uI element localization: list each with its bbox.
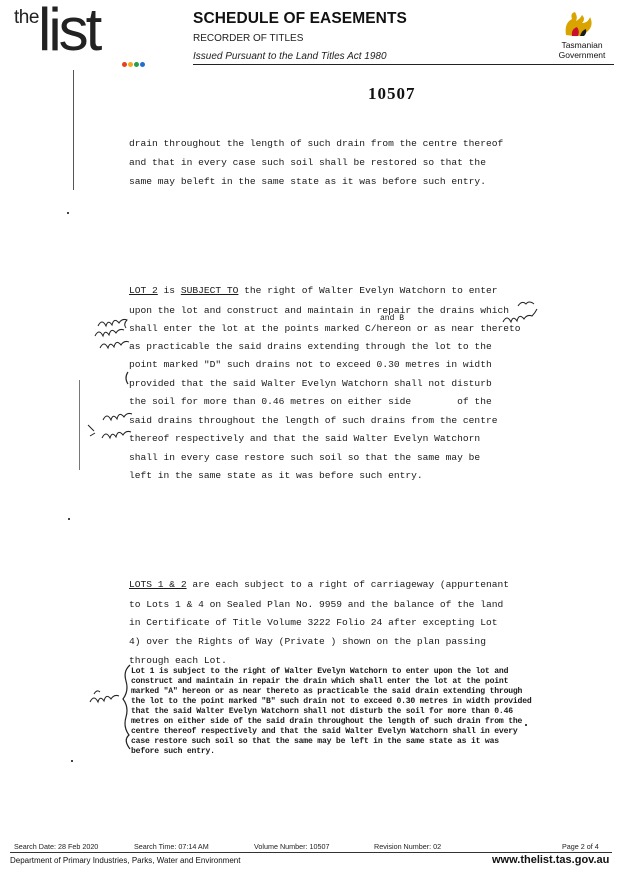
document-number: 10507 bbox=[368, 84, 416, 103]
search-date: Search Date: 28 Feb 2020 bbox=[14, 842, 99, 851]
government-label: Tasmanian bbox=[561, 40, 603, 50]
handwritten-initials-icon bbox=[95, 319, 129, 348]
lot2-label: LOT 2 bbox=[129, 285, 158, 296]
logo-the: the bbox=[14, 7, 39, 28]
page-subtitle: RECORDER OF TITLES bbox=[193, 33, 304, 44]
website-link[interactable]: www.thelist.tas.gov.au bbox=[492, 854, 610, 866]
revision-number: Revision Number: 02 bbox=[374, 842, 442, 851]
page-title: SCHEDULE OF EASEMENTS bbox=[193, 10, 407, 27]
lots12-label: LOTS 1 & 2 bbox=[129, 579, 187, 590]
subject-to-label: SUBJECT TO bbox=[180, 285, 239, 296]
small-text-line: centre thereof respectively and that the said Walter Evelyn Watchorn shall in every bbox=[131, 727, 518, 736]
text-line: in Certificate of Title Volume 3222 Folio 24 after excepting Lot bbox=[129, 617, 498, 628]
small-text-line: that the said Walter Evelyn Watchorn shall not disturb the soil for more than 0.46 bbox=[131, 707, 513, 716]
text-line: and that in every case such soil shall be restored so that the bbox=[129, 157, 486, 168]
handwritten-initials-icon bbox=[88, 413, 132, 438]
volume-number: Volume Number: 10507 bbox=[254, 842, 330, 851]
text-line: point marked "D" such drains not to exceed 0.30 metres in width bbox=[129, 359, 492, 370]
search-time: Search Time: 07:14 AM bbox=[134, 842, 209, 851]
text-line: provided that the said Walter Evelyn Watchorn shall not disturb bbox=[129, 378, 492, 389]
small-text-line: the lot to the point marked "B" such drain not to exceed 0.30 metres in width provided bbox=[131, 697, 532, 706]
text-line: shall in every case restore such soil so that the same may be bbox=[129, 452, 481, 463]
act-line: Issued Pursuant to the Land Titles Act 1980 bbox=[193, 51, 387, 62]
handwritten-initials-icon bbox=[90, 691, 119, 702]
text-line: drain throughout the length of such drain from the centre thereof bbox=[129, 138, 504, 149]
small-text-line: Lot 1 is subject to the right of Walter Evelyn Watchorn to enter upon the lot and bbox=[131, 667, 509, 676]
lot2-is: is bbox=[157, 285, 181, 296]
text-line: upon the lot and construct and maintain in repair the drains which bbox=[129, 305, 509, 316]
small-text-line: before such entry. bbox=[131, 747, 215, 756]
small-text-line: case restore such soil so that the same may be left in the same state as it was bbox=[131, 737, 499, 746]
logo-list: list bbox=[38, 0, 100, 63]
text-line: left in the same state as it was before such entry. bbox=[129, 470, 423, 481]
text-line: as practicable the said drains extending through the lot to the bbox=[129, 341, 492, 352]
interlinear-insertion: and B bbox=[380, 314, 405, 323]
government-label: Government bbox=[558, 50, 606, 60]
small-text-line: construct and maintain in repair the drain which shall enter the lot at the point bbox=[131, 677, 509, 686]
lot2-first-line: the right of Walter Evelyn Watchorn to enter bbox=[238, 285, 498, 296]
handwritten-initials-icon bbox=[503, 302, 537, 322]
bracket-icon bbox=[123, 372, 130, 749]
text-line: the soil for more than 0.46 metres on either side of the bbox=[129, 396, 492, 407]
text-line: shall enter the lot at the points marked C/hereon or as near thereto bbox=[129, 323, 521, 334]
small-text-line: metres on either side of the said drain throughout the length of such drain from the bbox=[131, 717, 523, 726]
text-line: to Lots 1 & 4 on Sealed Plan No. 9959 and the balance of the land bbox=[129, 599, 504, 610]
footer-divider bbox=[10, 852, 612, 853]
small-text-line: marked "A" hereon or as near thereto as practicable the said drain extending through bbox=[131, 687, 523, 696]
department-name: Department of Primary Industries, Parks, Water and Environment bbox=[10, 856, 241, 865]
text-line: 4) over the Rights of Way (Private ) shown on the plan passing bbox=[129, 636, 486, 647]
text-line: same may beleft in the same state as it was before such entry. bbox=[129, 176, 486, 187]
text-line: said drains throughout the length of such drains from the centre bbox=[129, 415, 498, 426]
text-line: thereof respectively and that the said Walter Evelyn Watchorn bbox=[129, 433, 481, 444]
lots12-first-line: are each subject to a right of carriageway (appurtenant bbox=[186, 579, 509, 590]
page-indicator: Page 2 of 4 bbox=[562, 842, 599, 851]
text-line: through each Lot. bbox=[129, 655, 227, 666]
